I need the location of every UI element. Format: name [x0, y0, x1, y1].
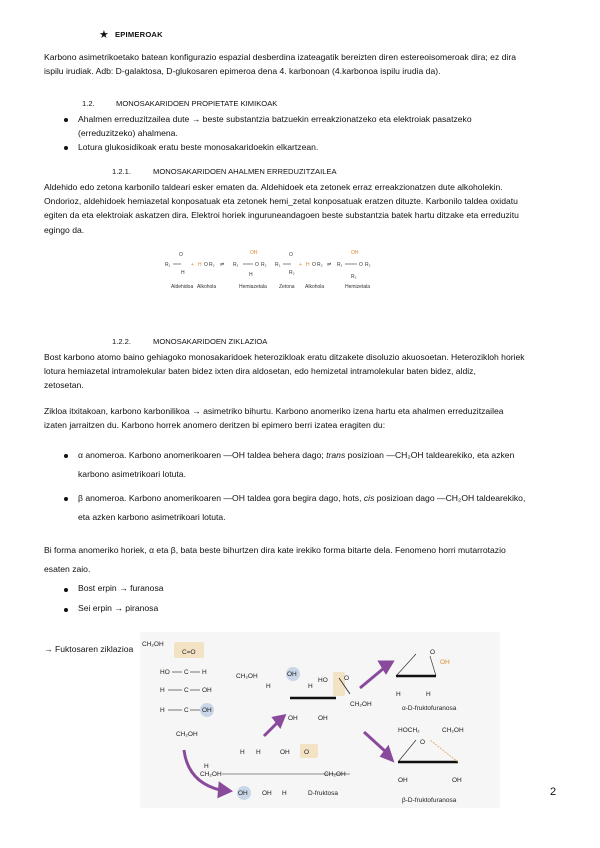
ch2oh-label: CH₂OH: [442, 727, 464, 734]
oh-label: OH: [351, 250, 359, 256]
hemiacetal-reaction-diagram: [165, 244, 385, 292]
ho-label: HO: [160, 669, 170, 676]
h-label: H: [256, 749, 261, 756]
svg-text:+: +: [191, 262, 194, 268]
list-item: Bost erpin → furanosa: [78, 583, 164, 593]
svg-text:⇌: ⇌: [327, 262, 332, 268]
text-span: furanosa: [130, 583, 164, 593]
beta-symbol: β: [78, 493, 83, 503]
hoch2-label: HOCH₂: [398, 727, 420, 734]
alcohol-label: Alkohola: [305, 284, 325, 290]
o-label: O: [420, 739, 426, 746]
o-label: O: [359, 262, 363, 268]
text-line: egingo da.: [44, 224, 85, 235]
beta-furanose-label: β-D-fruktofuranosa: [402, 797, 457, 804]
text-line: ispilu irudiak. Adb: D-galaktosa, D-glukosaren epimeroa dena 4. karbonoan (4.karbonoa ispilu irudia da).: [44, 66, 441, 77]
ketone-label: Zetona: [279, 284, 295, 290]
r1-label: R₁: [337, 262, 343, 268]
ch2oh-label: CH₂OH: [350, 701, 372, 708]
oh-label: OH: [202, 707, 212, 714]
section-title: MONOSAKARIDOEN PROPIETATE KIMIKOAK: [116, 99, 278, 108]
text-span: posizioan —CH₂OH taldearekiko, eta azken: [345, 450, 515, 460]
list-item: [78, 140, 548, 154]
hemiacetal-label: Hemiazetala: [239, 284, 267, 290]
ch2oh-label: CH₂OH: [176, 731, 198, 738]
d-fructose-label: D-fruktosa: [308, 790, 338, 797]
list-item: [78, 112, 548, 140]
h-label: H: [204, 763, 209, 770]
text-span: piranosa: [125, 603, 159, 613]
text-line: zetosetan.: [44, 380, 84, 391]
list-item: Sei erpin → piranosa: [78, 603, 159, 613]
section-title: MONOSAKARIDOEN AHALMEN ERREDUZITZAILEA: [153, 167, 337, 176]
text-span: posizioan dago —CH₂OH taldearekiko,: [374, 493, 526, 503]
text-line: Aldehido edo zetona karbonilo taldeari esker ematen da. Aldehidoek eta zetonek erraz erreakzionatzen dute alkoholekin.: [44, 182, 503, 192]
svg-text:⇌: ⇌: [220, 262, 225, 268]
section-number: 1.2.1.: [112, 167, 131, 176]
alpha-furanose-label: α-D-fruktofuranosa: [402, 705, 457, 712]
section-number: 1.2.2.: [112, 337, 131, 346]
h-label: H: [198, 262, 202, 268]
ch2oh-label: CH₂OH: [324, 771, 346, 778]
c-o-label: C=O: [182, 649, 196, 656]
italic-term: cis: [363, 493, 375, 503]
text-line: esaten zaio.: [44, 564, 91, 574]
r2-label: R₂: [317, 262, 323, 268]
h-label: H: [181, 270, 185, 276]
oh-label: OH: [440, 659, 450, 666]
oh-label: OH: [280, 749, 290, 756]
list-item-beta: [78, 489, 558, 527]
c-label: C: [184, 687, 189, 694]
oh-label: OH: [238, 790, 248, 797]
bullet-icon: [64, 588, 68, 592]
ch2oh-label: CH₂OH: [142, 641, 164, 648]
r1-label: R₁: [233, 262, 239, 268]
fructose-cyclization-diagram: [140, 632, 500, 808]
h-label: H: [160, 687, 165, 694]
h-label: H: [202, 669, 207, 676]
h-label: H: [160, 707, 165, 714]
text-line: karbono asimetrikoari lotuta.: [78, 469, 186, 479]
o-label: O: [204, 262, 208, 268]
aldehyde-label: Aldehidoa: [171, 284, 194, 290]
oh-label: OH: [202, 687, 212, 694]
oh-label: OH: [287, 671, 297, 678]
o-label: O: [304, 749, 310, 756]
r2-label: R₂: [365, 262, 371, 268]
oh-label: OH: [288, 715, 298, 722]
r2-label: R₂: [261, 262, 267, 268]
bullet-icon: [64, 497, 68, 501]
italic-term: trans: [326, 450, 346, 460]
oh-label: OH: [398, 777, 408, 784]
oh-label: OH: [262, 790, 272, 797]
h-label: H: [308, 683, 313, 690]
o-label: O: [179, 252, 183, 258]
page-number: 2: [550, 786, 557, 798]
text-line: (erreduzitzeko) ahalmena.: [78, 128, 178, 139]
text-span: Bost erpin: [78, 583, 117, 593]
bullet-icon: [64, 146, 68, 150]
r2-label: R₂: [289, 270, 295, 276]
alcohol-label: Alkohola: [197, 284, 217, 290]
oh-label: OH: [452, 777, 462, 784]
heading-epimeroak: EPIMEROAK: [115, 30, 163, 39]
c-label: C: [184, 669, 189, 676]
text-line: Ahalmen erreduzitzailea dute → beste substantzia batzuekin erreakzionatzeko eta elektroiak pasatzeko: [78, 114, 472, 124]
o-label: O: [255, 262, 259, 268]
text-line: Lotura glukosidikoak eratu beste monosakaridoekin elkartzean.: [78, 142, 319, 152]
o-label: O: [312, 262, 316, 268]
fructose-caption: → Fuktosaren ziklazioa: [44, 644, 134, 654]
h-label: H: [282, 790, 287, 797]
epimer-paragraph: [44, 50, 554, 78]
c-label: C: [184, 707, 189, 714]
section-number: 1.2.: [82, 99, 95, 108]
reducing-paragraph: [44, 180, 556, 237]
h-label: H: [426, 691, 431, 698]
anomeric-paragraph: [44, 404, 556, 432]
text-line: lotura hemiazetal intramolekular baten bidez ixten dira aldosetan, edo hemizetal intramolekular baten bidez, aldiz,: [44, 366, 476, 377]
alpha-symbol: α: [78, 450, 83, 460]
o-label: O: [289, 252, 293, 258]
o-label: O: [344, 675, 350, 682]
oh-label: OH: [318, 715, 328, 722]
h-label: H: [306, 262, 310, 268]
star-icon: ★: [99, 29, 109, 41]
text-line: [78, 446, 558, 465]
ho-label: HO: [318, 677, 328, 684]
oh-label: OH: [250, 250, 258, 256]
text-line: izaten jarraitzen du. Karbono horrek anomero deritzen bi epimero berri izatea eragiten du:: [44, 420, 386, 431]
hemiketal-label: Hemizetala: [345, 284, 371, 290]
h-label: H: [396, 691, 401, 698]
h-label: H: [266, 683, 271, 690]
ch2oh-label: CH₂OH: [236, 673, 258, 680]
text-line: Bost karbono atomo baino gehiagoko monosakaridoek heterozikloak eratu ditzakete disoluzio akuosoetan. Heterozikloh horiek: [44, 352, 525, 362]
h-label: H: [240, 749, 245, 756]
bullet-icon: [64, 454, 68, 458]
text-line: eta azken karbono asimetrikoari lotuta.: [78, 512, 226, 522]
bullet-icon: [64, 608, 68, 612]
text-line: Ondorioz, aldehidoek hemiazetal konposatuak eta zetonek hemi_zetal konposatuak eratzen dituzte. Karbonilo taldea oxidatu: [44, 196, 518, 207]
bullet-icon: [64, 118, 68, 122]
cyclization-paragraph: [44, 350, 556, 393]
text-line: Zikloa itxitakoan, karbono karbonilikoa → asimetriko bihurtu. Karbono anomeriko izena hartu eta ahalmen erreduzitzailea: [44, 406, 504, 416]
term: anomeroa.: [85, 493, 127, 503]
section-title: MONOSAKARIDOEN ZIKLAZIOA: [153, 337, 268, 346]
r1-label: R₁: [165, 262, 171, 268]
text-span: Karbono anomerikoaren —OH taldea gora begira dago, hots,: [126, 493, 364, 503]
text-line: [78, 489, 558, 508]
r2-label: R₂: [209, 262, 215, 268]
text-line: Karbono asimetrikoetako batean konfigurazio espazial desberdina izateagatik bereizten diren estereoisomeroak dira; ez dira: [44, 52, 516, 62]
r2-label: R₂: [351, 274, 357, 280]
text-span: Sei erpin: [78, 603, 112, 613]
text-span: Karbono anomerikoaren —OH taldea behera dago;: [126, 450, 327, 460]
text-line: egiten da eta elektroiak askatzen dira. Elektroi horiek inguruneandagoen beste substantzia batek hartu ditzake eta erreduzitu: [44, 210, 519, 221]
r1-label: R₁: [275, 262, 281, 268]
ch2oh-label: CH₂OH: [200, 771, 222, 778]
term: anomeroa.: [85, 450, 127, 460]
h-label: H: [249, 272, 253, 278]
svg-text:+: +: [299, 262, 302, 268]
o-label: O: [430, 649, 436, 656]
list-item-alpha: [78, 446, 558, 484]
mutarotation-paragraph: [44, 541, 556, 579]
text-line: Bi forma anomeriko horiek, α eta β, bata beste bihurtzen dira kate irekiko forma bitarte dela. Fenomeno horri mutarrotazio: [44, 545, 506, 555]
